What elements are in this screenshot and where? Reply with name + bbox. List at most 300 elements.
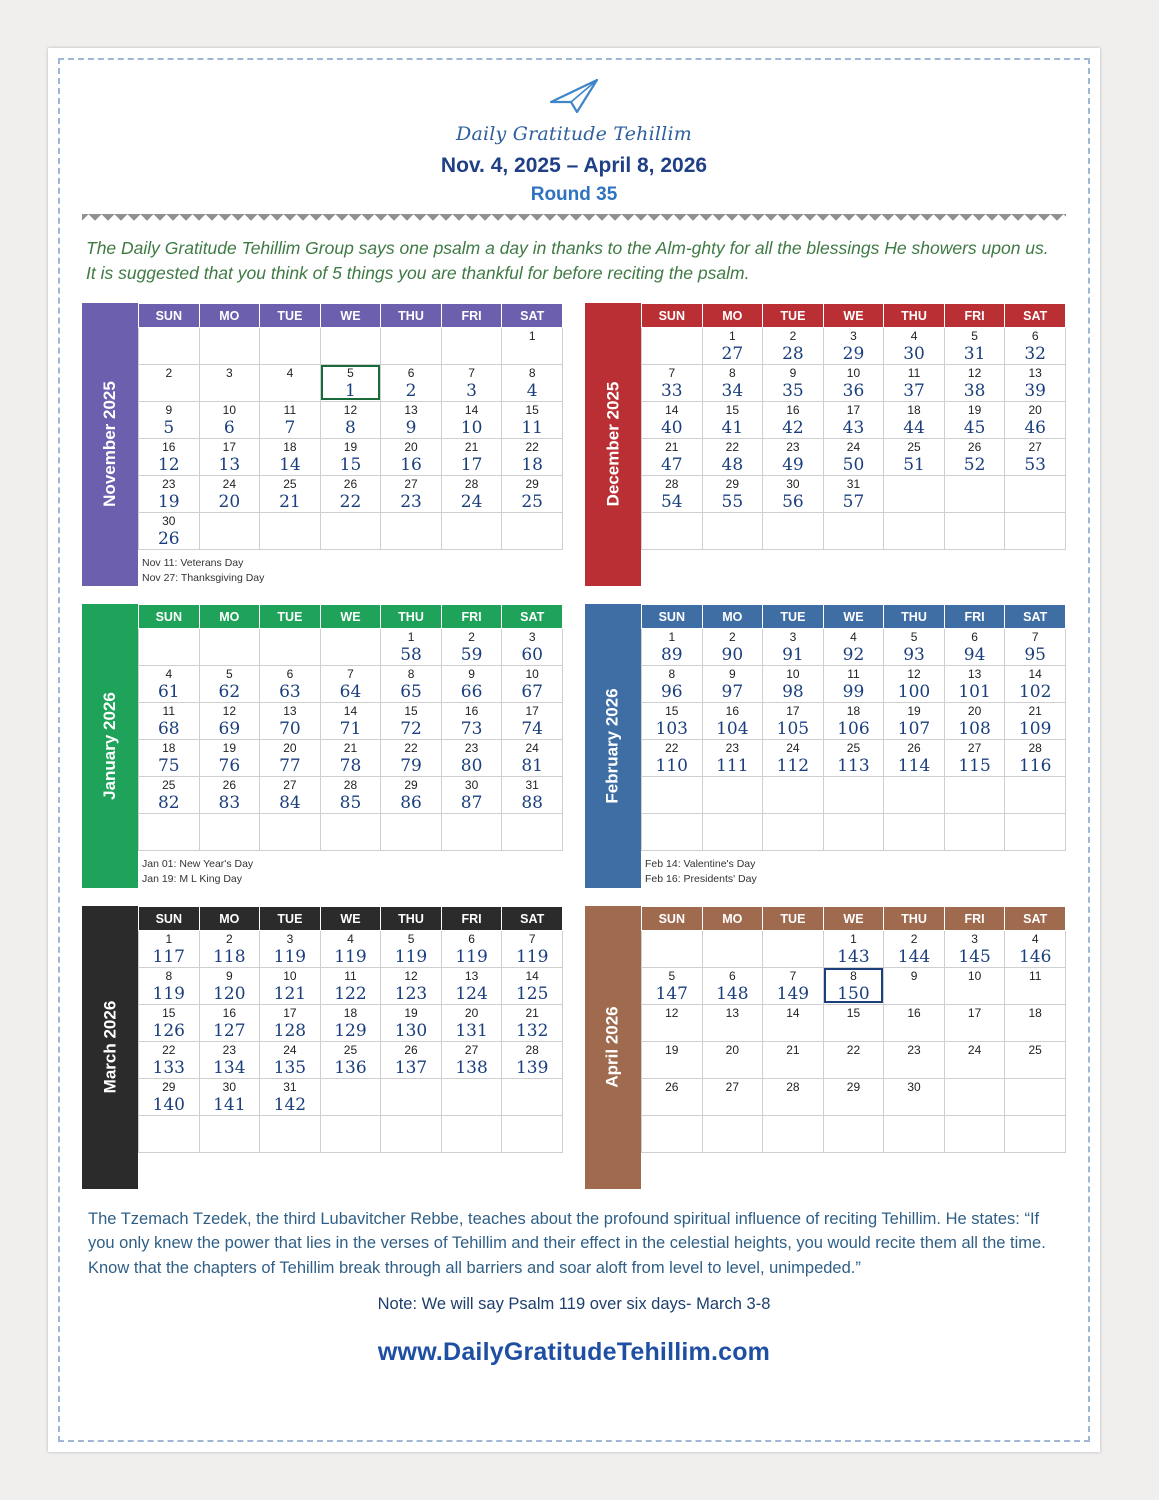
day-cell[interactable] (260, 438, 321, 475)
day-cell[interactable] (702, 629, 763, 666)
day-cell[interactable] (381, 629, 442, 666)
day-cell[interactable] (763, 1115, 824, 1152)
day-cell[interactable] (441, 401, 502, 438)
day-cell[interactable] (884, 777, 945, 814)
day-cell[interactable] (199, 438, 260, 475)
day-cell[interactable] (139, 930, 200, 967)
day-cell[interactable] (260, 703, 321, 740)
day-cell[interactable] (823, 777, 884, 814)
day-cell[interactable] (320, 475, 381, 512)
psalm-number: 115 (958, 756, 991, 777)
day-cell[interactable] (502, 1004, 563, 1041)
day-cell[interactable] (502, 512, 563, 549)
day-cell[interactable] (381, 1004, 442, 1041)
day-cell[interactable] (884, 1115, 945, 1152)
day-cell[interactable] (823, 327, 884, 364)
day-cell[interactable] (199, 666, 260, 703)
day-cell[interactable] (702, 930, 763, 967)
day-cell[interactable] (260, 1041, 321, 1078)
day-cell[interactable] (642, 475, 703, 512)
day-cell[interactable] (199, 512, 260, 549)
day-cell[interactable] (441, 512, 502, 549)
week-row (139, 1004, 563, 1041)
day-cell[interactable] (823, 401, 884, 438)
day-cell[interactable] (139, 740, 200, 777)
day-cell[interactable] (763, 814, 824, 851)
day-cell[interactable] (502, 327, 563, 364)
day-cell[interactable] (702, 401, 763, 438)
weekday-header-sat: SAT (502, 906, 563, 930)
day-cell[interactable] (823, 438, 884, 475)
day-cell[interactable] (702, 364, 763, 401)
day-number: 18 (907, 402, 921, 417)
psalm-number: 111 (716, 756, 749, 777)
psalm-number: 132 (515, 1020, 549, 1041)
day-cell[interactable] (823, 512, 884, 549)
day-cell[interactable] (320, 1004, 381, 1041)
day-cell[interactable] (944, 777, 1005, 814)
day-cell[interactable] (199, 930, 260, 967)
day-cell[interactable] (260, 967, 321, 1004)
day-cell[interactable] (944, 438, 1005, 475)
day-number: 16 (222, 1005, 237, 1020)
day-cell[interactable] (139, 1078, 200, 1115)
psalm-number: 119 (515, 946, 549, 967)
day-cell[interactable] (642, 438, 703, 475)
day-cell[interactable] (1005, 438, 1066, 475)
psalm-number: 38 (963, 380, 986, 401)
day-cell[interactable] (944, 740, 1005, 777)
day-cell[interactable] (381, 401, 442, 438)
psalm-number: 64 (339, 682, 362, 703)
day-cell[interactable] (139, 475, 200, 512)
day-cell[interactable] (1005, 1004, 1066, 1041)
day-cell[interactable] (642, 814, 703, 851)
website-link[interactable]: www.DailyGratitudeTehillim.com (377, 1337, 771, 1366)
day-cell[interactable] (441, 814, 502, 851)
day-cell[interactable] (441, 967, 502, 1004)
day-cell[interactable] (884, 930, 945, 967)
day-cell[interactable] (260, 777, 321, 814)
day-cell[interactable] (381, 777, 442, 814)
day-cell[interactable] (199, 1115, 260, 1152)
day-cell[interactable] (199, 1078, 260, 1115)
day-cell[interactable] (199, 401, 260, 438)
day-cell[interactable] (763, 777, 824, 814)
day-number: 29 (725, 476, 740, 491)
day-cell[interactable] (381, 1115, 442, 1152)
weekday-header-tue: TUE (260, 605, 321, 629)
day-cell[interactable] (884, 512, 945, 549)
day-cell[interactable] (642, 512, 703, 549)
day-cell[interactable] (139, 438, 200, 475)
day-cell[interactable] (944, 666, 1005, 703)
day-cell[interactable] (260, 364, 321, 401)
day-cell[interactable] (320, 327, 381, 364)
day-cell[interactable] (763, 666, 824, 703)
day-cell[interactable] (320, 930, 381, 967)
day-cell[interactable] (502, 666, 563, 703)
day-cell[interactable] (381, 475, 442, 512)
day-cell[interactable] (320, 629, 381, 666)
day-cell[interactable] (1005, 629, 1066, 666)
day-cell[interactable] (823, 364, 884, 401)
weekday-header-we: WE (823, 303, 884, 327)
day-cell[interactable] (763, 475, 824, 512)
day-cell[interactable] (260, 401, 321, 438)
day-cell[interactable] (1005, 364, 1066, 401)
day-cell[interactable] (320, 814, 381, 851)
day-cell[interactable] (763, 629, 824, 666)
day-cell[interactable] (502, 740, 563, 777)
day-cell[interactable] (199, 327, 260, 364)
day-cell[interactable] (1005, 930, 1066, 967)
day-cell[interactable] (1005, 703, 1066, 740)
day-cell[interactable] (441, 1004, 502, 1041)
psalm-number: 147 (655, 983, 688, 1004)
day-cell[interactable] (139, 666, 200, 703)
day-cell[interactable] (320, 703, 381, 740)
day-cell[interactable] (502, 777, 563, 814)
day-cell[interactable] (320, 438, 381, 475)
day-cell[interactable] (823, 629, 884, 666)
day-cell[interactable] (320, 1041, 381, 1078)
day-cell[interactable] (763, 1041, 824, 1078)
day-cell[interactable] (944, 401, 1005, 438)
day-cell[interactable] (702, 814, 763, 851)
day-cell[interactable] (702, 1004, 763, 1041)
day-cell[interactable] (260, 814, 321, 851)
day-cell[interactable] (642, 327, 703, 364)
day-cell[interactable] (502, 967, 563, 1004)
psalm-number: 28 (782, 343, 804, 364)
day-number: 10 (222, 402, 237, 417)
day-cell[interactable] (944, 967, 1005, 1004)
day-number: 23 (786, 439, 800, 454)
day-cell[interactable] (763, 1004, 824, 1041)
day-cell[interactable] (702, 777, 763, 814)
day-cell[interactable] (823, 1041, 884, 1078)
day-cell[interactable] (823, 740, 884, 777)
day-cell[interactable] (702, 666, 763, 703)
day-cell[interactable] (441, 930, 502, 967)
day-cell[interactable] (702, 475, 763, 512)
day-cell[interactable] (763, 967, 824, 1004)
day-cell[interactable] (381, 814, 442, 851)
day-cell[interactable] (381, 967, 442, 1004)
day-cell[interactable] (502, 1041, 563, 1078)
day-cell[interactable] (642, 1078, 703, 1115)
day-cell[interactable] (139, 401, 200, 438)
day-cell[interactable] (702, 967, 763, 1004)
day-cell[interactable] (763, 401, 824, 438)
day-cell[interactable] (260, 629, 321, 666)
day-cell[interactable] (823, 814, 884, 851)
day-cell[interactable] (139, 512, 200, 549)
day-cell[interactable] (884, 629, 945, 666)
day-cell[interactable] (1005, 814, 1066, 851)
day-cell[interactable] (139, 1041, 200, 1078)
day-cell[interactable] (1005, 1041, 1066, 1078)
day-cell[interactable] (441, 364, 502, 401)
day-cell[interactable] (199, 777, 260, 814)
psalm-number: 59 (460, 645, 483, 666)
day-cell[interactable] (260, 666, 321, 703)
day-number: 6 (407, 365, 415, 380)
day-cell[interactable] (199, 1004, 260, 1041)
day-cell[interactable] (884, 1004, 945, 1041)
day-number: 27 (464, 1042, 479, 1057)
day-cell[interactable] (884, 327, 945, 364)
psalm-number: 5 (163, 417, 175, 438)
day-cell[interactable] (502, 930, 563, 967)
day-cell[interactable] (502, 438, 563, 475)
day-cell[interactable] (260, 1115, 321, 1152)
week-row (139, 401, 563, 438)
day-cell[interactable] (320, 1115, 381, 1152)
day-cell[interactable] (884, 364, 945, 401)
day-cell[interactable] (1005, 327, 1066, 364)
day-cell[interactable] (381, 930, 442, 967)
day-cell[interactable] (381, 703, 442, 740)
day-cell[interactable] (1005, 401, 1066, 438)
week-row (642, 475, 1066, 512)
day-cell[interactable] (320, 364, 381, 401)
psalm-number: 140 (152, 1094, 185, 1115)
day-cell[interactable] (884, 438, 945, 475)
day-cell[interactable] (823, 666, 884, 703)
day-cell[interactable] (884, 401, 945, 438)
day-cell[interactable] (441, 438, 502, 475)
psalm-number: 144 (897, 946, 931, 967)
day-cell[interactable] (823, 475, 884, 512)
day-cell[interactable] (944, 703, 1005, 740)
day-cell[interactable] (763, 930, 824, 967)
day-cell[interactable] (823, 1115, 884, 1152)
day-cell[interactable] (944, 1004, 1005, 1041)
psalm-number: 72 (400, 719, 422, 740)
day-cell[interactable] (139, 703, 200, 740)
day-cell[interactable] (320, 740, 381, 777)
day-cell[interactable] (320, 401, 381, 438)
psalm-number: 47 (660, 454, 683, 475)
day-cell[interactable] (763, 438, 824, 475)
day-cell[interactable] (884, 475, 945, 512)
day-cell[interactable] (139, 814, 200, 851)
day-cell[interactable] (1005, 512, 1066, 549)
day-cell[interactable] (320, 666, 381, 703)
day-cell[interactable] (441, 1115, 502, 1152)
day-cell[interactable] (139, 327, 200, 364)
day-cell[interactable] (260, 1078, 321, 1115)
psalm-number: 94 (963, 645, 986, 666)
day-cell[interactable] (1005, 666, 1066, 703)
day-number: 16 (464, 704, 479, 719)
day-cell[interactable] (642, 629, 703, 666)
day-number: 17 (967, 1005, 982, 1020)
weekday-header-fri: FRI (441, 303, 502, 327)
day-cell[interactable] (381, 438, 442, 475)
day-cell[interactable] (441, 740, 502, 777)
day-cell[interactable] (1005, 1078, 1066, 1115)
day-cell[interactable] (702, 438, 763, 475)
day-cell[interactable] (884, 814, 945, 851)
day-cell[interactable] (944, 629, 1005, 666)
day-cell[interactable] (884, 1041, 945, 1078)
day-cell[interactable] (502, 703, 563, 740)
day-cell[interactable] (441, 475, 502, 512)
psalm-number: 19 (157, 491, 180, 512)
day-cell[interactable] (944, 364, 1005, 401)
day-cell[interactable] (642, 777, 703, 814)
day-cell[interactable] (139, 629, 200, 666)
day-cell[interactable] (763, 327, 824, 364)
day-cell[interactable] (763, 512, 824, 549)
day-cell[interactable] (1005, 1115, 1066, 1152)
day-cell[interactable] (502, 475, 563, 512)
day-cell[interactable] (884, 1078, 945, 1115)
day-cell[interactable] (944, 930, 1005, 967)
day-cell[interactable] (702, 1115, 763, 1152)
day-cell[interactable] (502, 629, 563, 666)
day-cell[interactable] (381, 740, 442, 777)
day-cell[interactable] (944, 512, 1005, 549)
psalm-number: 65 (400, 682, 422, 703)
day-cell[interactable] (502, 1115, 563, 1152)
day-cell[interactable] (320, 777, 381, 814)
day-cell[interactable] (884, 967, 945, 1004)
day-cell[interactable] (702, 1041, 763, 1078)
day-cell[interactable] (139, 777, 200, 814)
day-number: 20 (464, 1005, 479, 1020)
day-cell[interactable] (139, 1115, 200, 1152)
day-cell[interactable] (823, 967, 884, 1004)
day-cell[interactable] (642, 1004, 703, 1041)
day-cell[interactable] (702, 703, 763, 740)
day-number: 1 (729, 328, 736, 343)
day-cell[interactable] (441, 703, 502, 740)
day-cell[interactable] (381, 666, 442, 703)
day-cell[interactable] (381, 1078, 442, 1115)
day-cell[interactable] (823, 1004, 884, 1041)
day-cell[interactable] (199, 967, 260, 1004)
day-cell[interactable] (702, 327, 763, 364)
day-cell[interactable] (702, 512, 763, 549)
day-cell[interactable] (944, 814, 1005, 851)
day-number: 23 (222, 1042, 237, 1057)
day-cell[interactable] (199, 740, 260, 777)
day-cell[interactable] (199, 703, 260, 740)
day-number: 10 (525, 667, 539, 682)
day-cell[interactable] (441, 327, 502, 364)
day-cell[interactable] (642, 703, 703, 740)
day-cell[interactable] (502, 401, 563, 438)
day-cell[interactable] (320, 1078, 381, 1115)
day-cell[interactable] (260, 930, 321, 967)
day-cell[interactable] (944, 327, 1005, 364)
day-cell[interactable] (642, 1041, 703, 1078)
day-cell[interactable] (139, 364, 200, 401)
day-cell[interactable] (199, 1041, 260, 1078)
day-cell[interactable] (642, 401, 703, 438)
day-cell[interactable] (642, 740, 703, 777)
day-cell[interactable] (642, 930, 703, 967)
day-cell[interactable] (260, 512, 321, 549)
day-cell[interactable] (381, 364, 442, 401)
day-cell[interactable] (763, 703, 824, 740)
day-cell[interactable] (441, 777, 502, 814)
day-cell[interactable] (199, 814, 260, 851)
day-cell[interactable] (823, 930, 884, 967)
day-cell[interactable] (702, 1078, 763, 1115)
day-cell[interactable] (441, 1078, 502, 1115)
day-cell[interactable] (944, 1078, 1005, 1115)
day-cell[interactable] (381, 1041, 442, 1078)
day-cell[interactable] (642, 666, 703, 703)
weekday-header-fri: FRI (441, 906, 502, 930)
day-cell[interactable] (502, 1078, 563, 1115)
day-cell[interactable] (260, 475, 321, 512)
day-cell[interactable] (139, 967, 200, 1004)
day-cell[interactable] (502, 364, 563, 401)
day-number: 6 (468, 931, 475, 946)
day-cell[interactable] (763, 740, 824, 777)
day-cell[interactable] (199, 629, 260, 666)
day-cell[interactable] (763, 1078, 824, 1115)
psalm-number: 85 (339, 793, 362, 814)
day-cell[interactable] (884, 666, 945, 703)
round-label: Round 35 (530, 184, 618, 205)
day-cell[interactable] (502, 814, 563, 851)
week-row (139, 777, 563, 814)
day-cell[interactable] (260, 740, 321, 777)
day-cell[interactable] (381, 327, 442, 364)
day-cell[interactable] (260, 327, 321, 364)
day-number: 2 (165, 365, 173, 380)
day-cell[interactable] (823, 1078, 884, 1115)
day-cell[interactable] (199, 475, 260, 512)
day-cell[interactable] (320, 967, 381, 1004)
day-cell[interactable] (1005, 967, 1066, 1004)
day-cell[interactable] (702, 740, 763, 777)
day-cell[interactable] (944, 1041, 1005, 1078)
day-cell[interactable] (944, 1115, 1005, 1152)
psalm-number: 3 (466, 380, 477, 401)
day-cell[interactable] (823, 703, 884, 740)
day-cell[interactable] (642, 364, 703, 401)
day-cell[interactable] (381, 512, 442, 549)
day-cell[interactable] (884, 740, 945, 777)
day-cell[interactable] (320, 512, 381, 549)
day-cell[interactable] (1005, 740, 1066, 777)
weekday-header-sun: SUN (139, 605, 200, 629)
day-cell[interactable] (441, 629, 502, 666)
day-cell[interactable] (944, 475, 1005, 512)
day-cell[interactable] (441, 1041, 502, 1078)
psalm-number: 7 (284, 417, 296, 438)
day-cell[interactable] (1005, 777, 1066, 814)
day-cell[interactable] (260, 1004, 321, 1041)
day-cell[interactable] (199, 364, 260, 401)
day-cell[interactable] (139, 1004, 200, 1041)
weekday-header-thu: THU (884, 605, 945, 629)
day-cell[interactable] (642, 967, 703, 1004)
day-cell[interactable] (441, 666, 502, 703)
day-cell[interactable] (642, 1115, 703, 1152)
day-cell[interactable] (763, 364, 824, 401)
day-cell[interactable] (1005, 475, 1066, 512)
day-cell[interactable] (884, 703, 945, 740)
